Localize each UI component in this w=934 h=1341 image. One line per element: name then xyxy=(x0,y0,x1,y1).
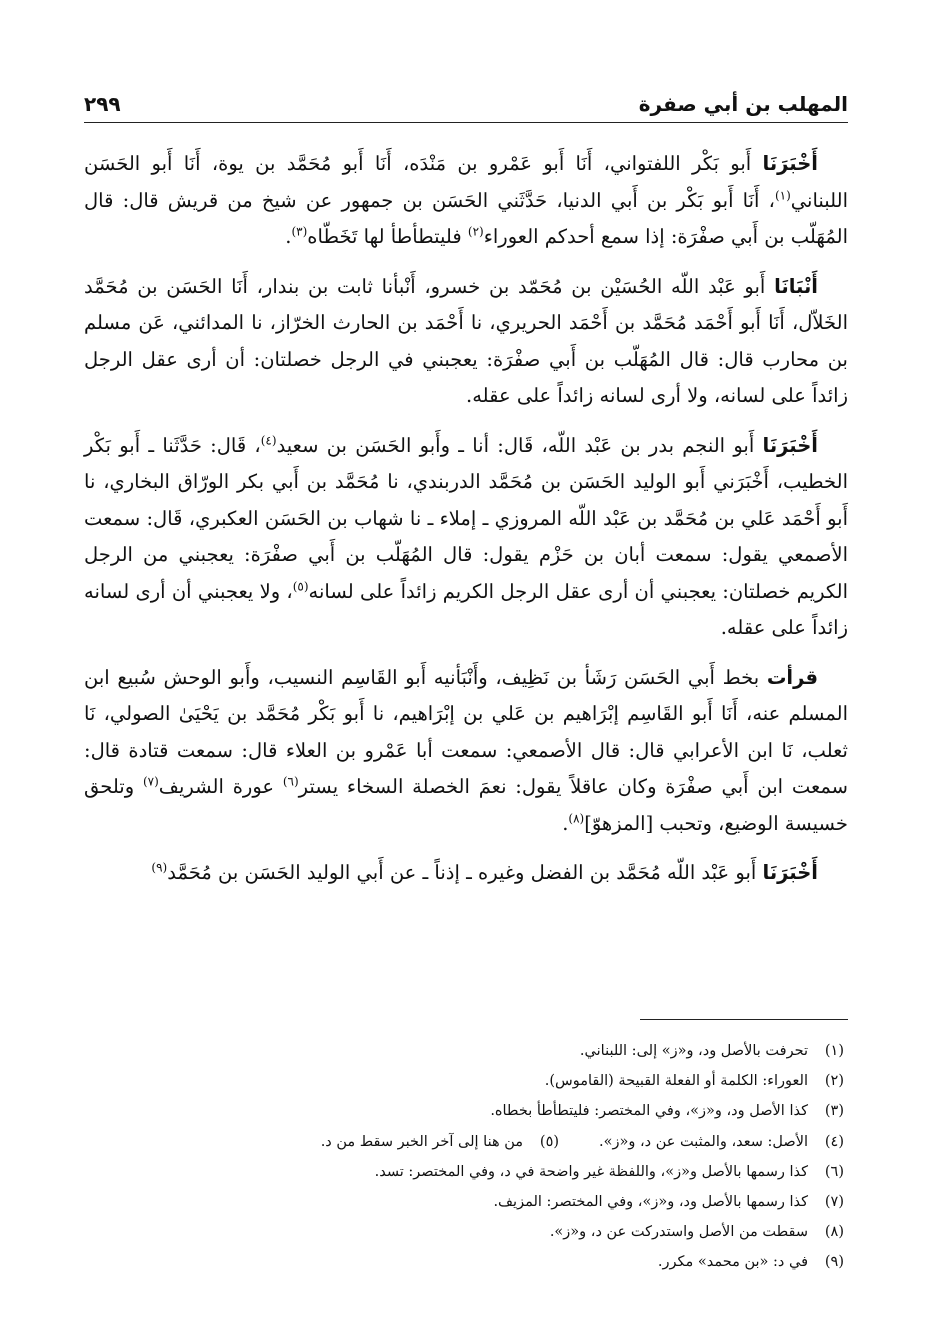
footnote-row xyxy=(84,1096,844,1126)
footnote-marker: (٤) xyxy=(260,433,277,447)
footnote-row xyxy=(84,1247,844,1277)
footnote-number: (٦) xyxy=(824,1163,844,1180)
footnote-row xyxy=(84,1157,844,1187)
footnote-text: تحرفت بالأصل ود، و«ز» إلى: اللبناني. xyxy=(579,1043,808,1059)
footnote-row xyxy=(84,1036,844,1066)
footnote-separator xyxy=(640,1019,848,1020)
footnote-row xyxy=(84,1187,844,1217)
footnote-number: (٥) xyxy=(539,1133,560,1150)
paragraph-lead-word: أَخْبَرَنَا xyxy=(762,861,818,884)
footnote-row xyxy=(84,1127,844,1157)
footnote xyxy=(545,1066,844,1096)
paragraph-lead-word: أَنْبَانَا xyxy=(774,274,818,298)
footnote-marker: (٧) xyxy=(142,774,159,789)
paragraph-text: . xyxy=(562,811,569,835)
footnote xyxy=(321,1127,559,1157)
footnote-number: (٨) xyxy=(824,1224,844,1241)
footnote-text: العوراء: الكلمة أو الفعلة القبيحة (القاموس). xyxy=(544,1073,808,1090)
main-text xyxy=(84,146,848,905)
paragraph xyxy=(84,146,848,256)
footnote xyxy=(493,1187,844,1217)
paragraph-text: وتلحق خسيسة الوضيع، وتحبب [المزهوّ] xyxy=(84,775,848,835)
footnote xyxy=(580,1036,844,1066)
footnote-row xyxy=(84,1066,844,1096)
footnote-text: سقطت من الأصل واستدركت عن د، و«ز». xyxy=(549,1224,808,1241)
page-number: ٢٩٩ xyxy=(84,92,121,116)
paragraph-lead-word: أَخْبَرَنَا xyxy=(762,152,818,175)
footnote-marker: (٢) xyxy=(467,224,484,239)
paragraph-text: عورة الشريف xyxy=(158,775,283,798)
footnote-text: كذا الأصل ود، و«ز»، وفي المختصر: فليتطأطأ بخطاه. xyxy=(490,1103,808,1120)
footnote xyxy=(490,1096,844,1126)
footnote-number: (٢) xyxy=(824,1073,844,1090)
footnote-marker: (١) xyxy=(774,188,791,202)
footnote-text: كذا رسمها بالأصل و«ز»، واللفظة غير واضحة في د، وفي المختصر: تسد. xyxy=(374,1163,808,1180)
paragraph xyxy=(84,855,848,892)
paragraph xyxy=(84,428,848,647)
footnote xyxy=(599,1127,844,1157)
footnote-marker: (٨) xyxy=(568,811,585,825)
paragraph-text: ، ولا يعجبني أن أرى لسانه زائداً على عقله. xyxy=(84,579,848,639)
paragraph-lead-word: قرأت xyxy=(766,665,818,689)
paragraph xyxy=(84,660,848,843)
page-header xyxy=(84,86,848,116)
footnote-number: (٣) xyxy=(824,1103,844,1120)
header-rule xyxy=(84,122,848,123)
paragraph-text: أَبو بَكْر اللفتواني، أَنَا أَبو عَمْرو بن مَنْدَه، أَنَا أَبو مُحَمَّد بن يوة، أَنَا أَبو الحَسَن اللبناني xyxy=(84,152,848,212)
paragraph xyxy=(84,269,848,415)
paragraph-text: ، قَال: حَدَّثَنا ـ أَبو بَكْر الخطيب، أَخْبَرَني أَبو الوليد الحَسَن بن مُحَمَّد الدربندي، نا مُحَمَّد بن أَبي بكر الورّاق البخاري، نا أَبو أَحْمَد عَلي بن مُحَمَّد بن عَبْد اللّه المروزي ـ إملاء ـ نا شهاب بن الحَسَن العكبري، قَال: سمعت الأصمعي يقول: سمعت أبان بن حَزْم يقول: قال المُهَلّب بن أَبي صفْرَة: يعجبني من الرجل الكريم خصلتان: يعجبني أن أرى عقل الرجل الكريم زائداً على لسانه xyxy=(84,433,848,603)
footnote-marker: (٣) xyxy=(291,224,308,239)
footnote-marker: (٩) xyxy=(151,860,168,875)
footnote-number: (١) xyxy=(824,1043,844,1059)
footnote-text: كذا رسمها بالأصل ود، و«ز»، وفي المختصر: المزيف. xyxy=(493,1194,808,1211)
footnote-row xyxy=(84,1217,844,1247)
footnote-marker: (٦) xyxy=(282,774,299,789)
paragraph-text: . xyxy=(285,225,292,248)
footnote-number: (٤) xyxy=(824,1133,844,1150)
footnote-text: الأصل: سعد، والمثبت عن د، و«ز». xyxy=(599,1133,808,1150)
footnote-text: في د: «بن محمد» مكرر. xyxy=(657,1254,808,1271)
paragraph-text: فليتطأطأ لها تَخَطّاه xyxy=(307,225,468,248)
paragraph-text: أَبو عَبْد اللّه الحُسَيْن بن مُحَمّد بن خسرو، أَنْبأنا ثابت بن بندار، أَنَا الحَسَن بن مُحَمَّد الخَلاّل، أَنَا أَبو أَحْمَد مُحَمَّد بن أَحْمَد الحريري، نا أَحْمَد بن الحارث الخرّاز، نا المدائني، عَن مسلم بن محارب قال: قال المُهَلّب بن أَبي صفْرَة: يعجبني في الرجل خصلتان: أن أرى عقل الرجل زائداً على لسانه، ولا أرى لسانه زائداً على عقله. xyxy=(84,274,848,407)
paragraph-text: ، أَنَا أَبو بَكْر بن أَبي الدنيا، حَدَّثَني الحَسَن بن جمهور عن شيخ من قريش قال: قال المُهَلّب بن أَبي صفْرَة: إذا سمع أحدكم العوراء xyxy=(84,188,848,248)
footnote xyxy=(375,1157,844,1187)
running-title: المهلب بن أبي صفرة xyxy=(638,92,848,116)
paragraph-text: بخط أَبي الحَسَن رَشَأ بن نَظِيف، وأَنْبَأنيه أَبو القَاسِم النسيب، وأَبو الوحش سُبيع ابن المسلم عنه، أَنَا أَبو القَاسِم إبْرَاهيم بن عَلي بن إبْرَاهيم، نا أَبو بَكْر مُحَمَّد بن يَحْيَىٰ الصولي، نَا ثعلب، نَا ابن الأعرابي قال: قال الأصمعي: سمعت أبا عَمْرو بن العلاء قال: سمعت قتادة قال: سمعت ابن أَبي صفْرَة وكان عاقلاً يقول: نعمَ الخصلة السخاء يستر xyxy=(84,665,848,798)
paragraph-text: أَبو عَبْد اللّه مُحَمَّد بن الفضل وغيره ـ إذناً ـ عن أَبي الوليد الحَسَن بن مُحَمَّد xyxy=(167,861,763,884)
footnote-gap xyxy=(559,1127,599,1157)
footnote-marker: (٥) xyxy=(292,579,309,593)
paragraph-lead-word: أَخْبَرَنَا xyxy=(762,433,818,457)
footnote-number: (٧) xyxy=(824,1194,844,1211)
paragraph-text: أَبو النجم بدر بن عَبْد اللّه، قَال: أنا ـ وأَبو الحَسَن بن سعيد xyxy=(276,433,763,457)
footnote xyxy=(550,1217,844,1247)
footnotes xyxy=(84,1036,844,1278)
footnote-text: من هنا إلى آخر الخبر سقط من د. xyxy=(320,1133,524,1150)
footnote-number: (٩) xyxy=(824,1254,844,1271)
footnote xyxy=(658,1247,844,1277)
